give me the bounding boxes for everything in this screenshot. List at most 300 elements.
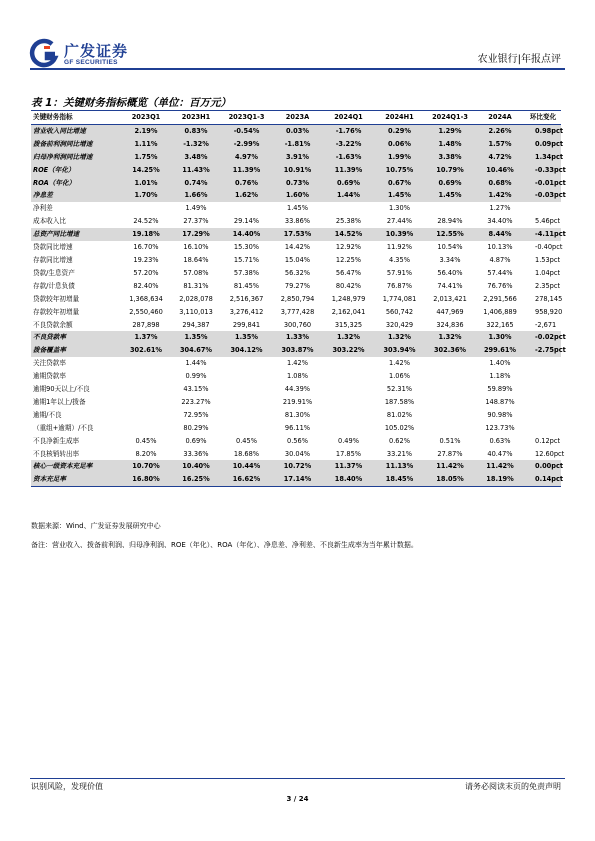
- table-cell: [221, 202, 272, 215]
- table-row: [31, 177, 561, 190]
- row-label: 归母净利润同比增速: [31, 151, 121, 164]
- table-cell: 18.40%: [323, 473, 374, 486]
- table-cell: 1.42%: [389, 359, 410, 368]
- table-row: [31, 215, 561, 228]
- row-label: 贷款同比增速: [33, 243, 73, 252]
- table-cell: 3,110,013: [179, 307, 213, 316]
- table-cell: 958,920: [535, 307, 563, 316]
- table-cell: 56.47%: [335, 268, 362, 277]
- table-cell: 30.04%: [284, 449, 311, 458]
- table-cell: 0.45%: [135, 436, 157, 445]
- table-body: [31, 124, 566, 486]
- table-cell: 3,777,428: [280, 307, 315, 316]
- table-cell: 2.26%: [475, 124, 525, 137]
- table-cell: 1.35%: [171, 331, 221, 344]
- table-cell: -0.54%: [221, 124, 272, 137]
- table-cell: 1,248,979: [331, 294, 366, 303]
- table-cell: -0.33pct: [525, 164, 561, 177]
- table-cell: 29.14%: [233, 217, 260, 226]
- table-cell: 10.91%: [272, 164, 323, 177]
- table-row: [31, 267, 561, 280]
- table-cell: 1.45%: [287, 204, 308, 213]
- table-cell: [323, 396, 374, 409]
- table-row: [31, 357, 561, 370]
- table-cell: 18.45%: [374, 473, 425, 486]
- row-label: 存款/计息负债: [33, 281, 75, 290]
- table-cell: 299.61%: [475, 344, 525, 357]
- table-cell: [121, 370, 171, 383]
- row-label: 成本收入比: [33, 217, 66, 226]
- table-row: [31, 306, 561, 319]
- table-cell: 10.70%: [121, 460, 171, 473]
- table-cell: 18.68%: [233, 449, 260, 458]
- table-cell: [323, 202, 374, 215]
- table-cell: 16.70%: [133, 243, 159, 252]
- table-cell: 0.69%: [323, 177, 374, 190]
- table-cell: 1,406,889: [483, 307, 517, 316]
- table-cell: 16.62%: [221, 473, 272, 486]
- table-cell: 27.87%: [437, 449, 463, 458]
- table-cell: -1.32%: [171, 138, 221, 151]
- table-cell: 1,368,634: [129, 294, 163, 303]
- table-cell: [323, 422, 374, 435]
- table-cell: 0.00pct: [525, 460, 561, 473]
- table-cell: 2,516,367: [229, 294, 264, 303]
- table-cell: 56.40%: [437, 268, 463, 277]
- table-cell: 0.49%: [338, 436, 359, 445]
- table-cell: 1.45%: [374, 189, 425, 202]
- table-cell: 16.10%: [183, 243, 209, 252]
- table-cell: 12.25%: [335, 255, 362, 264]
- company-logo: [30, 40, 130, 70]
- table-cell: 57.20%: [133, 268, 159, 277]
- table-cell: 294,387: [182, 320, 210, 329]
- table-cell: 123.73%: [485, 423, 515, 432]
- table-cell: [323, 383, 374, 396]
- table-cell: 0.69%: [425, 177, 475, 190]
- table-row: [31, 319, 561, 332]
- row-label: 核心一级资本充足率: [31, 460, 121, 473]
- table-cell: 1.42%: [287, 359, 308, 368]
- table-cell: 1.29%: [425, 124, 475, 137]
- table-cell: 1.32%: [425, 331, 475, 344]
- table-cell: 303.94%: [374, 344, 425, 357]
- row-label: 逾期/不良: [33, 410, 62, 419]
- table-cell: 33.21%: [386, 449, 413, 458]
- table-cell: 18.64%: [183, 255, 209, 264]
- table-cell: 1.40%: [489, 359, 511, 368]
- table-cell: [425, 383, 475, 396]
- table-cell: 1.08%: [287, 372, 308, 381]
- logo-text-en: GF SECURITIES: [64, 59, 118, 66]
- row-label: 存款同比增速: [33, 255, 73, 264]
- table-cell: 1.27%: [489, 204, 511, 213]
- table-cell: 11.13%: [374, 460, 425, 473]
- table-row: [31, 138, 561, 151]
- table-cell: 96.11%: [284, 423, 311, 432]
- table-cell: -3.22%: [323, 138, 374, 151]
- table-cell: 80.42%: [335, 281, 362, 290]
- table-cell: 1.60%: [272, 189, 323, 202]
- table-cell: 560,742: [385, 307, 414, 316]
- table-cell: 219.91%: [282, 397, 313, 406]
- table-cell: -0.01pct: [525, 177, 561, 190]
- table-cell: 59.89%: [487, 385, 513, 394]
- table-cell: 0.73%: [272, 177, 323, 190]
- row-label: 关注贷款率: [33, 359, 66, 368]
- table-cell: 10.39%: [374, 228, 425, 241]
- table-row: [31, 228, 561, 241]
- table-cell: 0.67%: [374, 177, 425, 190]
- table-cell: 1.18%: [489, 372, 511, 381]
- table-cell: 320,429: [385, 320, 414, 329]
- table-cell: 14.40%: [221, 228, 272, 241]
- table-cell: 76.76%: [487, 281, 513, 290]
- table-cell: [425, 409, 475, 422]
- table-cell: -0.40pct: [535, 243, 563, 252]
- table-cell: [525, 396, 561, 409]
- table-cell: 1.34pct: [525, 151, 561, 164]
- table-cell: 0.62%: [389, 436, 410, 445]
- table-cell: 33.36%: [183, 449, 209, 458]
- table-row: [31, 164, 561, 177]
- table-cell: 0.99%: [185, 372, 207, 381]
- table-cell: 11.42%: [425, 460, 475, 473]
- row-label: 不良核销转出率: [33, 449, 80, 458]
- table-row: [31, 370, 561, 383]
- table-cell: 0.56%: [287, 436, 308, 445]
- footer-divider: [30, 778, 565, 779]
- table-cell: [425, 370, 475, 383]
- table-cell: 4.97%: [221, 151, 272, 164]
- table-cell: 1.35%: [221, 331, 272, 344]
- table-cell: 1.62%: [221, 189, 272, 202]
- table-row: [31, 124, 561, 137]
- table-cell: [121, 396, 171, 409]
- table-cell: 2,550,460: [129, 307, 163, 316]
- table-cell: 1.30%: [389, 204, 410, 213]
- table-row: [31, 383, 561, 396]
- row-label: 拨备前利润同比增速: [31, 138, 121, 151]
- row-label: 净息差: [31, 189, 121, 202]
- table-cell: [425, 422, 475, 435]
- row-label: 净利差: [33, 204, 53, 213]
- remark-note: 备注：营业收入、拨备前利润、归母净利润、ROE（年化）、ROA（年化）、净息差、净利差、不良新生成率为当年累计数据。: [31, 541, 418, 549]
- table-cell: 0.83%: [171, 124, 221, 137]
- column-header: 2023Q1: [121, 111, 171, 124]
- table-row: [31, 409, 561, 422]
- table-cell: 27.44%: [386, 217, 413, 226]
- table-row: [31, 435, 561, 448]
- table-cell: 8.44%: [475, 228, 525, 241]
- table-cell: 2,850,794: [280, 294, 315, 303]
- row-label: ROA（年化）: [31, 177, 121, 190]
- table-cell: [425, 357, 475, 370]
- table-cell: 79.27%: [284, 281, 311, 290]
- row-label: 逾期90天以上/不良: [33, 385, 90, 394]
- table-cell: 0.74%: [171, 177, 221, 190]
- column-header: 关键财务指标: [31, 111, 121, 124]
- table-cell: 11.92%: [386, 243, 413, 252]
- table-cell: 76.87%: [386, 281, 413, 290]
- header-divider: [30, 68, 565, 70]
- table-cell: 18.05%: [425, 473, 475, 486]
- table-cell: 17.14%: [272, 473, 323, 486]
- table-cell: 10.13%: [487, 243, 513, 252]
- table-cell: 0.29%: [374, 124, 425, 137]
- table-cell: 278,145: [535, 294, 563, 303]
- table-cell: -2.75pct: [525, 344, 561, 357]
- table-cell: 1.44%: [185, 359, 207, 368]
- table-cell: 44.39%: [284, 385, 311, 394]
- table-row: [31, 473, 561, 486]
- row-label: 贷款较年初增量: [33, 294, 80, 303]
- page-number: 3 / 24: [286, 795, 309, 803]
- table-cell: 1.32%: [374, 331, 425, 344]
- table-cell: 15.71%: [233, 255, 260, 264]
- row-label: 资本充足率: [31, 473, 121, 486]
- table-cell: 10.72%: [272, 460, 323, 473]
- table-cell: 19.23%: [133, 255, 159, 264]
- table-cell: 1.37%: [121, 331, 171, 344]
- table-cell: 0.63%: [489, 436, 511, 445]
- report-type-label: 农业银行|年报点评: [477, 54, 561, 65]
- row-label: （重组+逾期）/不良: [33, 423, 94, 432]
- table-cell: 8.20%: [135, 449, 157, 458]
- table-row: [31, 254, 561, 267]
- table-cell: 11.42%: [475, 460, 525, 473]
- table-cell: 11.43%: [171, 164, 221, 177]
- column-header: 2023Q1-3: [221, 111, 272, 124]
- column-header: 2023A: [272, 111, 323, 124]
- footer-slogan: 识别风险，发现价值: [31, 782, 103, 791]
- disclaimer-notice: 请务必阅读末页的免责声明: [465, 782, 561, 791]
- table-cell: 324,836: [436, 320, 464, 329]
- table-cell: 287,898: [132, 320, 160, 329]
- table-cell: 0.12pct: [535, 436, 561, 445]
- table-row: [31, 280, 561, 293]
- table-cell: -2,671: [535, 320, 557, 329]
- table-row: [31, 396, 561, 409]
- table-cell: 4.87%: [489, 255, 511, 264]
- table-cell: 81.31%: [183, 281, 209, 290]
- table-cell: 12.55%: [425, 228, 475, 241]
- table-cell: 15.04%: [284, 255, 311, 264]
- row-label: 总资产同比增速: [31, 228, 121, 241]
- table-cell: -0.03pct: [525, 189, 561, 202]
- table-cell: 3.34%: [439, 255, 461, 264]
- table-cell: [121, 422, 171, 435]
- table-cell: -2.99%: [221, 138, 272, 151]
- table-cell: 12.60pct: [535, 449, 565, 458]
- table-cell: 3.38%: [425, 151, 475, 164]
- column-header: 2024Q1: [323, 111, 374, 124]
- table-cell: 27.37%: [183, 217, 209, 226]
- table-cell: 0.68%: [475, 177, 525, 190]
- table-cell: 1.75%: [121, 151, 171, 164]
- table-cell: 15.30%: [233, 243, 260, 252]
- table-cell: 0.06%: [374, 138, 425, 151]
- table-cell: [221, 409, 272, 422]
- table-cell: 80.29%: [183, 423, 209, 432]
- table-cell: 0.03%: [272, 124, 323, 137]
- table-cell: 1,774,081: [382, 294, 417, 303]
- table-cell: [323, 370, 374, 383]
- table-cell: 304.67%: [171, 344, 221, 357]
- table-cell: 81.02%: [386, 410, 413, 419]
- table-cell: 10.79%: [425, 164, 475, 177]
- row-label: 存款较年初增量: [33, 307, 80, 316]
- table-cell: 33.86%: [284, 217, 311, 226]
- table-cell: 148.87%: [485, 397, 515, 406]
- table-cell: 34.40%: [487, 217, 513, 226]
- table-row: [31, 344, 561, 357]
- table-cell: 2.35pct: [535, 281, 561, 290]
- table-cell: 322,165: [486, 320, 514, 329]
- table-cell: 1.42%: [475, 189, 525, 202]
- table-cell: 105.02%: [384, 423, 415, 432]
- table-cell: 57.08%: [183, 268, 209, 277]
- column-header: 环比变化: [525, 111, 561, 124]
- table-cell: 447,969: [436, 307, 464, 316]
- table-row: [31, 189, 561, 202]
- table-cell: 12.92%: [335, 243, 362, 252]
- data-source-note: 数据来源：Wind、广发证券发展研究中心: [31, 522, 161, 530]
- row-label: 贷款/生息资产: [33, 268, 75, 277]
- table-row: [31, 460, 561, 473]
- table-row: [31, 448, 561, 461]
- table-cell: 4.35%: [389, 255, 410, 264]
- table-cell: 0.09pct: [525, 138, 561, 151]
- table-cell: 0.69%: [185, 436, 207, 445]
- table-cell: [221, 357, 272, 370]
- table-caption: 表 1：关键财务指标概览（单位：百万元）: [31, 97, 231, 109]
- row-label: 不良贷款余额: [33, 320, 73, 329]
- table-cell: [221, 383, 272, 396]
- table-cell: 24.52%: [133, 217, 159, 226]
- table-cell: 17.85%: [335, 449, 362, 458]
- table-cell: 303.87%: [272, 344, 323, 357]
- table-cell: 1.32%: [323, 331, 374, 344]
- table-cell: 18.19%: [475, 473, 525, 486]
- table-cell: 3.91%: [272, 151, 323, 164]
- table-cell: 57.38%: [233, 268, 260, 277]
- table-cell: 302.36%: [425, 344, 475, 357]
- table-cell: -1.81%: [272, 138, 323, 151]
- table-cell: 40.47%: [487, 449, 513, 458]
- table-cell: 16.80%: [121, 473, 171, 486]
- row-label: 逾期1年以上/拨备: [33, 397, 86, 406]
- column-header: 2024H1: [374, 111, 425, 124]
- table-cell: 17.53%: [272, 228, 323, 241]
- table-cell: 2,028,078: [179, 294, 213, 303]
- table-cell: 10.46%: [475, 164, 525, 177]
- table-cell: [121, 202, 171, 215]
- table-cell: 1.30%: [475, 331, 525, 344]
- table-cell: 57.91%: [386, 268, 413, 277]
- table-cell: 1.48%: [425, 138, 475, 151]
- table-cell: 19.18%: [121, 228, 171, 241]
- table-cell: [525, 422, 561, 435]
- table-cell: [425, 202, 475, 215]
- table-cell: 43.15%: [183, 385, 209, 394]
- column-header: 2023H1: [171, 111, 221, 124]
- table-cell: 1.66%: [171, 189, 221, 202]
- table-cell: 10.54%: [437, 243, 463, 252]
- table-cell: 0.98pct: [525, 124, 561, 137]
- table-cell: 2,291,566: [483, 294, 517, 303]
- table-cell: 82.40%: [133, 281, 159, 290]
- row-label: 营业收入同比增速: [31, 124, 121, 137]
- table-cell: 2,162,041: [331, 307, 366, 316]
- table-row: [31, 331, 561, 344]
- table-cell: 223.27%: [181, 397, 211, 406]
- table-row: [31, 422, 561, 435]
- table-cell: 2.19%: [121, 124, 171, 137]
- table-header-row: [31, 111, 561, 124]
- table-cell: [121, 409, 171, 422]
- table-row: [31, 202, 561, 215]
- table-cell: 3,276,412: [229, 307, 264, 316]
- table-cell: 56.32%: [284, 268, 311, 277]
- table-cell: 0.76%: [221, 177, 272, 190]
- financial-indicators-table: [31, 111, 566, 487]
- table-cell: 2,013,421: [433, 294, 467, 303]
- table-cell: 1.33%: [272, 331, 323, 344]
- table-cell: [425, 396, 475, 409]
- table-cell: 28.94%: [437, 217, 463, 226]
- logo-text-cn: 广发证券: [64, 42, 129, 60]
- table-cell: 1.06%: [389, 372, 410, 381]
- table-cell: [121, 383, 171, 396]
- table-cell: [121, 357, 171, 370]
- table-cell: -1.63%: [323, 151, 374, 164]
- table-cell: 1.44%: [323, 189, 374, 202]
- row-label: 拨备覆盖率: [31, 344, 121, 357]
- table-cell: 11.39%: [323, 164, 374, 177]
- table-cell: 1.11%: [121, 138, 171, 151]
- table-cell: 1.57%: [475, 138, 525, 151]
- table-cell: 303.22%: [323, 344, 374, 357]
- table-cell: [323, 357, 374, 370]
- table-cell: 304.12%: [221, 344, 272, 357]
- table-cell: 1.45%: [425, 189, 475, 202]
- table-cell: 1.49%: [185, 204, 207, 213]
- table-cell: [323, 409, 374, 422]
- table-cell: 1.04pct: [535, 268, 561, 277]
- table-cell: 17.29%: [171, 228, 221, 241]
- table-row: [31, 151, 561, 164]
- table-cell: [525, 409, 561, 422]
- row-label: ROE（年化）: [31, 164, 121, 177]
- row-label: 不良净新生成率: [33, 436, 80, 445]
- table-cell: 299,841: [232, 320, 261, 329]
- column-header: 2024Q1-3: [425, 111, 475, 124]
- table-cell: 25.38%: [335, 217, 362, 226]
- table-cell: 0.14pct: [525, 473, 561, 486]
- table-cell: 11.37%: [323, 460, 374, 473]
- table-cell: -4.11pct: [525, 228, 561, 241]
- table-cell: 0.45%: [236, 436, 257, 445]
- table-cell: 302.61%: [121, 344, 171, 357]
- table-cell: 74.41%: [437, 281, 463, 290]
- table-cell: 3.48%: [171, 151, 221, 164]
- table-row: [31, 293, 561, 306]
- table-cell: 315,325: [334, 320, 363, 329]
- table-cell: 10.44%: [221, 460, 272, 473]
- table-cell: 81.45%: [233, 281, 260, 290]
- table-cell: 5.46pct: [535, 217, 561, 226]
